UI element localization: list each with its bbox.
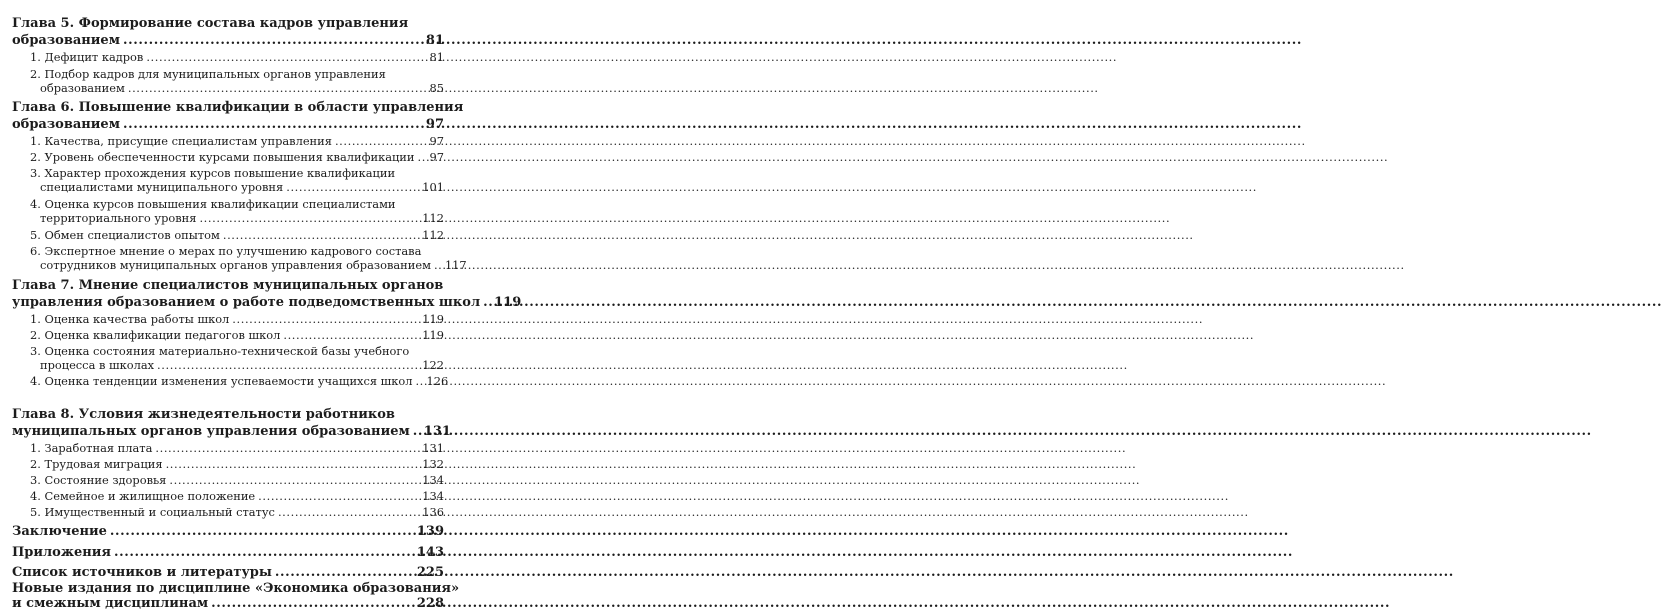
chapter-title-line: Глава 5. Формирование состава кадров управления xyxy=(12,16,409,31)
page-number: 143 xyxy=(416,545,444,560)
dot-leader xyxy=(283,328,419,342)
chapter-title-line: образованием xyxy=(12,32,120,48)
section-title: 5. Имущественный и социальный статус xyxy=(30,505,275,519)
section-title: 2. Трудовая миграция xyxy=(30,457,163,471)
section-title-cont: процесса в школах xyxy=(40,358,155,373)
toc-section[interactable] xyxy=(30,344,444,373)
entry-title-line: и смежным дисциплинам xyxy=(12,595,209,611)
dot-leader xyxy=(415,374,423,388)
toc-section[interactable] xyxy=(30,244,467,273)
page-number: 132 xyxy=(422,457,444,471)
dot-leader xyxy=(483,295,491,312)
dot-leader xyxy=(286,180,419,194)
page-number: 81 xyxy=(429,50,444,64)
page-number: 126 xyxy=(426,374,449,388)
page-number: 85 xyxy=(429,81,444,96)
toc-section[interactable] xyxy=(30,489,444,503)
dot-leader xyxy=(418,150,427,164)
section-title: 4. Оценка тенденции изменения успеваемости учащихся школ xyxy=(30,374,413,388)
page-number: 117 xyxy=(444,258,467,273)
table-of-contents xyxy=(0,0,522,612)
section-title: 2. Подбор кадров для муниципальных органов управления xyxy=(30,67,386,81)
entry-title: Заключение xyxy=(12,524,107,539)
chapter-title-line: Глава 6. Повышение квалификации в области управления xyxy=(12,100,464,115)
toc-conclusion[interactable] xyxy=(12,524,444,541)
chapter-title-line: образованием xyxy=(12,116,120,132)
dot-leader xyxy=(114,545,414,562)
section-title-cont: специалистами муниципального уровня xyxy=(40,180,284,195)
toc-section[interactable] xyxy=(30,374,449,388)
toc-chapter-7[interactable] xyxy=(12,278,522,311)
page-number: 97 xyxy=(429,150,444,164)
chapter-title-line: Глава 7. Мнение специалистов муниципальных органов xyxy=(12,278,444,293)
section-title: 6. Экспертное мнение о мерах по улучшению кадрового состава xyxy=(30,244,422,258)
dot-leader xyxy=(278,505,419,519)
section-title: 1. Заработная плата xyxy=(30,441,153,455)
page-number: 122 xyxy=(422,358,444,373)
dot-leader xyxy=(223,228,419,242)
entry-title: Список источников и литературы xyxy=(12,565,272,580)
chapter-title-line: Глава 8. Условия жизнедеятельности работников xyxy=(12,407,395,422)
section-title-cont: образованием xyxy=(40,81,125,96)
toc-section[interactable] xyxy=(30,134,444,148)
toc-sources[interactable] xyxy=(12,565,444,582)
dot-leader xyxy=(275,565,414,582)
page-number: 136 xyxy=(422,505,444,519)
toc-section[interactable] xyxy=(30,67,444,96)
section-title: 3. Состояние здоровья xyxy=(30,473,167,487)
toc-section[interactable] xyxy=(30,441,444,455)
toc-new-editions[interactable] xyxy=(12,581,460,611)
section-title: 5. Обмен специалистов опытом xyxy=(30,228,220,242)
chapter-title-line: муниципальных органов управления образованием xyxy=(12,423,410,439)
page-number: 225 xyxy=(416,565,444,580)
page-number: 119 xyxy=(422,312,444,326)
dot-leader xyxy=(166,457,420,471)
dot-leader xyxy=(155,441,419,455)
entry-title-line: Новые издания по дисциплине «Экономика образования» xyxy=(12,581,460,596)
toc-section[interactable] xyxy=(30,166,444,195)
toc-section[interactable] xyxy=(30,312,444,326)
page-number: 119 xyxy=(494,294,522,310)
dot-leader xyxy=(157,358,419,372)
toc-section[interactable] xyxy=(30,473,444,487)
toc-section[interactable] xyxy=(30,457,444,471)
toc-chapter-8[interactable] xyxy=(12,407,451,440)
section-title: 3. Характер прохождения курсов повышение квалификации xyxy=(30,166,396,180)
page-number: 134 xyxy=(422,489,444,503)
dot-leader xyxy=(123,33,423,50)
toc-section[interactable] xyxy=(30,328,444,342)
dot-leader xyxy=(434,258,442,272)
page-number: 112 xyxy=(422,211,444,226)
section-title-cont: территориального уровня xyxy=(40,211,197,226)
chapter-title-line: управления образованием о работе подведомственных школ xyxy=(12,294,481,310)
page-number: 131 xyxy=(423,423,451,439)
section-title: 1. Оценка качества работы школ xyxy=(30,312,230,326)
section-title: 1. Качества, присущие специалистам управления xyxy=(30,134,332,148)
page-number: 228 xyxy=(416,595,444,611)
dot-leader xyxy=(413,424,421,441)
toc-section[interactable] xyxy=(30,228,444,242)
toc-section[interactable] xyxy=(30,505,444,519)
section-title: 2. Уровень обеспеченности курсами повышения квалификации xyxy=(30,150,415,164)
toc-section[interactable] xyxy=(30,150,444,164)
section-title: 2. Оценка квалификации педагогов школ xyxy=(30,328,281,342)
dot-leader xyxy=(199,211,419,225)
page-number: 134 xyxy=(422,473,444,487)
dot-leader xyxy=(169,473,419,487)
page-number: 119 xyxy=(422,328,444,342)
section-title: 4. Оценка курсов повышения квалификации специалистами xyxy=(30,197,396,211)
toc-section[interactable] xyxy=(30,50,444,64)
section-title: 1. Дефицит кадров xyxy=(30,50,144,64)
section-title-cont: сотрудников муниципальных органов управления образованием xyxy=(40,258,431,273)
page-number: 112 xyxy=(422,228,444,242)
dot-leader xyxy=(335,134,427,148)
section-title: 3. Оценка состояния материально-технической базы учебного xyxy=(30,344,410,358)
dot-leader xyxy=(146,50,426,64)
page-number: 97 xyxy=(425,116,444,132)
page-number: 101 xyxy=(422,180,444,195)
entry-title: Приложения xyxy=(12,545,112,560)
toc-chapter-5[interactable] xyxy=(12,16,444,49)
section-title: 4. Семейное и жилищное положение xyxy=(30,489,256,503)
dot-leader xyxy=(128,81,427,95)
dot-leader xyxy=(123,117,423,134)
toc-appendices[interactable] xyxy=(12,545,444,562)
dot-leader xyxy=(258,489,419,503)
page-number: 131 xyxy=(422,441,444,455)
dot-leader xyxy=(110,524,414,541)
toc-chapter-6[interactable] xyxy=(12,100,464,133)
dot-leader xyxy=(211,597,414,612)
page-number: 81 xyxy=(425,32,444,48)
page-number: 97 xyxy=(429,134,444,148)
toc-section[interactable] xyxy=(30,197,444,226)
page-number: 139 xyxy=(416,524,444,539)
dot-leader xyxy=(232,312,419,326)
